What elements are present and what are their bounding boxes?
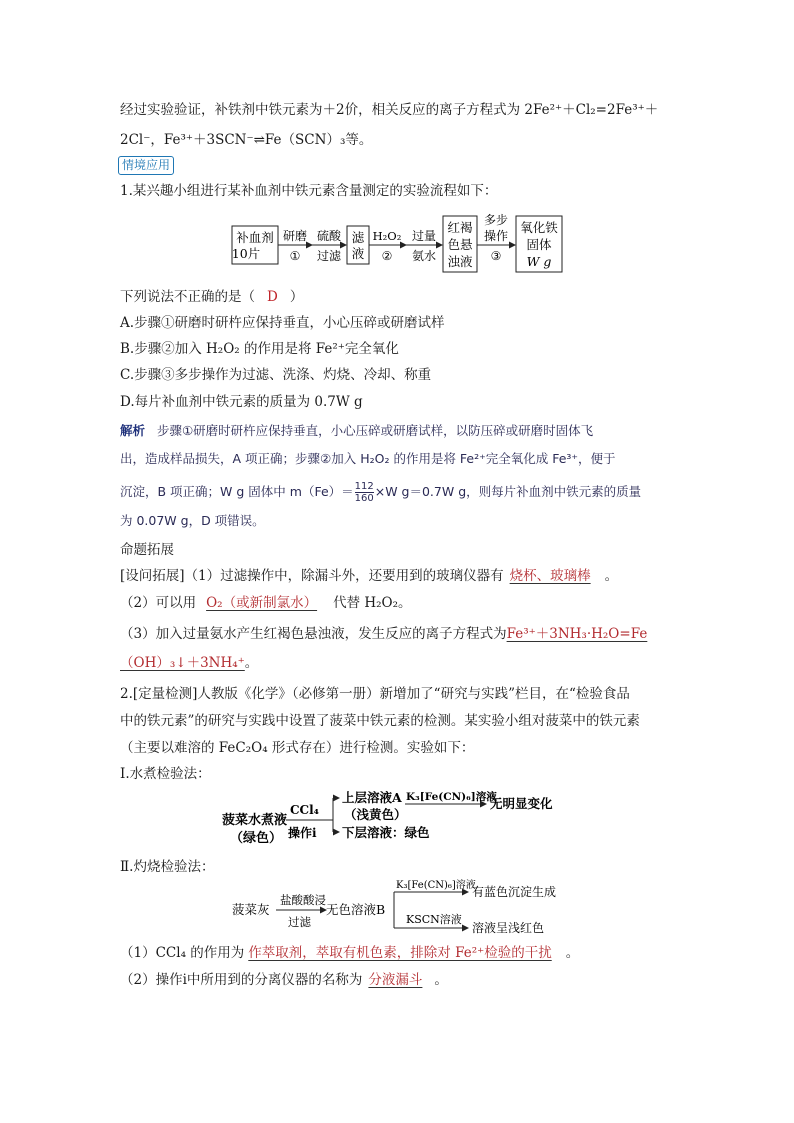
explain-text-3b: ×W g＝0.7W g，则每片补血剂中铁元素的质量 bbox=[374, 484, 642, 499]
flow-box3-l2: 色悬 bbox=[447, 237, 473, 252]
q2-a2-post: 。 bbox=[434, 972, 448, 988]
flow-arrow2-bot: 过滤 bbox=[316, 249, 342, 263]
flow1-start: 菠菜水煮液 bbox=[222, 813, 288, 828]
section-tag: 情境应用 bbox=[118, 156, 174, 175]
q2-a1-pre: （1）CCl₄ 的作用为 bbox=[120, 945, 245, 961]
q2-a2-pre: （2）操作ⅰ中所用到的分离仪器的名称为 bbox=[120, 972, 363, 988]
flow-box1-l2: 10片 bbox=[231, 246, 261, 261]
ext-q3-answer-1: Fe³⁺＋3NH₃·H₂O=Fe bbox=[506, 626, 648, 642]
flow-arrow3-bot: ② bbox=[381, 249, 393, 263]
explain-line-3 bbox=[120, 481, 641, 504]
intro-line-2: 2Cl⁻，Fe³⁺＋3SCN⁻⇌Fe（SCN）₃等。 bbox=[120, 132, 373, 148]
ext-q1-post: 。 bbox=[604, 568, 619, 584]
flow1-reagent: CCl₄ bbox=[290, 803, 319, 817]
flow2-reagent-1: K₃[Fe(CN)₆]溶液 bbox=[396, 880, 476, 891]
flow-box4-l2: 固体 bbox=[526, 237, 552, 252]
ext-q3 bbox=[120, 624, 647, 644]
q1-answer: D bbox=[267, 289, 278, 305]
intro-line-1: 经过实验验证，补铁剂中铁元素为＋2价，相关反应的离子方程式为 2Fe²⁺＋Cl₂=2Fe³⁺＋ bbox=[120, 102, 659, 118]
ext-q3-pre: （3）加入过量氨水产生红褐色悬浊液，发生反应的离子方程式为 bbox=[120, 626, 507, 642]
flow-arrow1-bot: ① bbox=[289, 249, 301, 263]
fraction-numerator: 112 bbox=[354, 481, 374, 492]
explain-line-2: 出，造成样品损失，A 项正确；步骤②加入 H₂O₂ 的作用是将 Fe²⁺完全氧化成 Fe³⁺，便于 bbox=[120, 451, 616, 466]
flow1-upper: 上层溶液A bbox=[342, 790, 402, 805]
flow1-reagent-2: K₃[Fe(CN)₆]溶液 bbox=[406, 791, 497, 803]
explain-line-4: 为 0.07W g，D 项错误。 bbox=[120, 513, 265, 528]
q1-option-d: D.每片补血剂中铁元素的质量为 0.7W g bbox=[120, 394, 363, 410]
flow-arrow5-l1: 多步 bbox=[483, 213, 509, 227]
explain-label: 解析 bbox=[120, 423, 146, 438]
flow2-result-2: 溶液呈浅红色 bbox=[472, 921, 545, 935]
ext-q3-answer-2: （OH）₃↓＋3NH₄⁺ bbox=[120, 655, 245, 671]
flow-box2-l2: 液 bbox=[351, 246, 365, 261]
q2-a1-answer: 作萃取剂，萃取有机色素，排除对 Fe²⁺检验的干扰 bbox=[248, 945, 552, 961]
q2-method-1: Ⅰ.水煮检验法： bbox=[120, 766, 211, 782]
flow1-result: 无明显变化 bbox=[490, 796, 553, 811]
flow-box3-l3: 浊液 bbox=[447, 254, 473, 269]
ext-q2 bbox=[120, 593, 412, 613]
q2-answer-1 bbox=[120, 943, 579, 963]
flow1-upper-color: （浅黄色） bbox=[344, 807, 407, 822]
explain-text-3a: 沉淀，B 项正确；W g 固体中 m（Fe）＝ bbox=[120, 484, 354, 499]
flow2-reagent-2: KSCN溶液 bbox=[406, 913, 462, 926]
ext-q2-answer: O₂（或新制氯水） bbox=[206, 595, 318, 611]
flow-arrow5-l2: 操作 bbox=[483, 229, 509, 243]
flow-arrow5-l3: ③ bbox=[490, 249, 502, 263]
q2-line-3: （主要以难溶的 FeC₂O₄ 形式存在）进行检测。实验如下： bbox=[120, 740, 475, 756]
ext-q1-pre: [设问拓展]（1）过滤操作中，除漏斗外，还要用到的玻璃仪器有 bbox=[120, 568, 504, 584]
fraction-denominator: 160 bbox=[354, 493, 374, 504]
flow-arrow4-bot: 氨水 bbox=[411, 249, 437, 263]
q2-a2-answer: 分液漏斗 bbox=[368, 972, 423, 988]
q2-method-2: Ⅱ.灼烧检验法： bbox=[120, 859, 215, 875]
q1-flow-diagram bbox=[228, 212, 568, 276]
q1-prompt-text: 下列说法不正确的是（ bbox=[120, 289, 255, 305]
q2-line-1: 2.[定量检测]人教版《化学》（必修第一册）新增加了“研究与实践”栏目，在“检验食品 bbox=[120, 686, 630, 702]
flow-box4-l1: 氧化铁 bbox=[520, 220, 558, 235]
q1-option-b: B.步骤②加入 H₂O₂ 的作用是将 Fe²⁺完全氧化 bbox=[120, 341, 399, 357]
flow1-start-color: （绿色） bbox=[230, 831, 283, 846]
q1-prompt bbox=[120, 287, 303, 307]
ext-title: 命题拓展 bbox=[120, 542, 174, 558]
q1-option-c: C.步骤③多步操作为过滤、洗涤、灼烧、冷却、称重 bbox=[120, 367, 432, 383]
flow-arrow2-top: 硫酸 bbox=[316, 229, 342, 243]
ext-q3-post: 。 bbox=[244, 655, 259, 671]
q1-option-a: A.步骤①研磨时研杵应保持垂直，小心压碎或研磨试样 bbox=[120, 315, 445, 331]
flow-box4-l3: W g bbox=[526, 254, 552, 269]
flow-box3-l1: 红褐 bbox=[447, 220, 473, 235]
q2-flow-diagram-1 bbox=[218, 782, 568, 852]
q2-line-2: 中的铁元素”的研究与实践中设置了菠菜中铁元素的检测。某实验小组对菠菜中的铁元素 bbox=[120, 713, 640, 729]
explain-text-1: 步骤①研磨时研杵应保持垂直，小心压碎或研磨试样，以防压碎或研磨时固体飞 bbox=[156, 423, 594, 438]
explain-line-1 bbox=[120, 421, 593, 441]
flow-box1-l1: 补血剂 bbox=[236, 230, 274, 245]
ext-q3-cont bbox=[120, 653, 258, 673]
q2-answer-2 bbox=[120, 970, 448, 990]
flow-arrow3-top: H₂O₂ bbox=[372, 229, 402, 243]
ext-q1-answer: 烧杯、玻璃棒 bbox=[509, 568, 591, 584]
q1-prompt-end: ） bbox=[289, 289, 304, 305]
flow2-op1: 盐酸酸浸 bbox=[280, 893, 326, 907]
flow1-lower: 下层溶液：绿色 bbox=[342, 825, 430, 840]
flow-box2-l1: 滤 bbox=[351, 230, 365, 245]
ext-q2-post: 代替 H₂O₂。 bbox=[333, 595, 412, 611]
ext-q1 bbox=[120, 566, 618, 586]
flow2-mid: 无色溶液B bbox=[326, 902, 386, 917]
flow2-start: 菠菜灰 bbox=[232, 902, 270, 917]
flow-arrow1-top: 研磨 bbox=[282, 229, 308, 243]
flow2-result-1: 有蓝色沉淀生成 bbox=[472, 885, 557, 899]
q1-stem: 1.某兴趣小组进行某补血剂中铁元素含量测定的实验流程如下： bbox=[120, 183, 498, 199]
explain-fraction bbox=[355, 481, 374, 504]
q2-a1-post: 。 bbox=[565, 945, 580, 961]
q2-flow-diagram-2 bbox=[228, 878, 568, 938]
flow-arrow4-top: 过量 bbox=[411, 229, 437, 243]
flow2-op2: 过滤 bbox=[288, 915, 311, 929]
ext-q2-pre: （2）可以用 bbox=[120, 595, 197, 611]
flow1-operation: 操作ⅰ bbox=[288, 826, 317, 840]
